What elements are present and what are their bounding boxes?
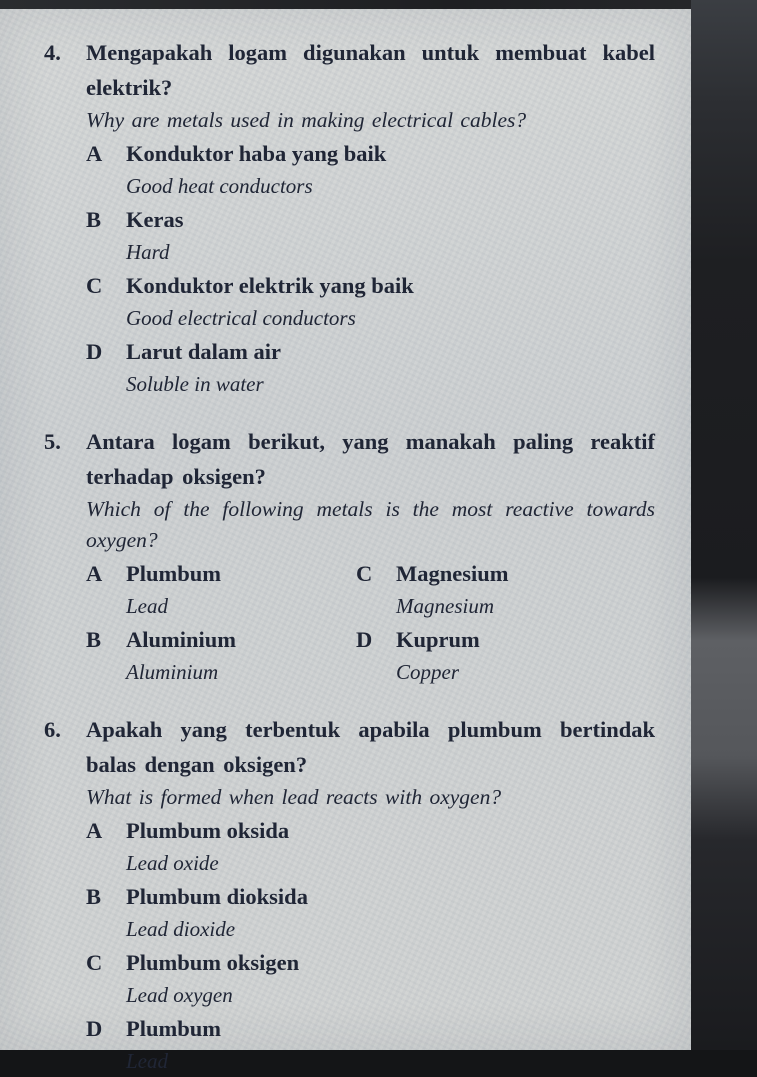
options-list — [86, 813, 655, 1077]
option-translation-english: Aluminium — [126, 660, 219, 684]
option-text-malay: Keras — [126, 207, 184, 232]
option-letter: A — [86, 141, 103, 166]
options-list — [86, 136, 655, 400]
option-letter: D — [86, 339, 103, 364]
option-letter: B — [86, 627, 102, 652]
option-c — [356, 556, 655, 622]
option-letter: A — [86, 818, 103, 843]
option-text-malay: Plumbum oksigen — [126, 950, 300, 975]
option-a — [86, 556, 356, 622]
option-a — [86, 136, 655, 202]
option-b — [86, 202, 655, 268]
question-text-wrap — [86, 424, 655, 556]
option-translation-english: Hard — [126, 240, 170, 264]
option-text-malay: Aluminium — [126, 627, 237, 652]
option-translation-english: Magnesium — [396, 594, 494, 618]
question-number: 4. — [44, 40, 61, 65]
question-translation-english: Why are metals used in making electrical cables? — [86, 108, 527, 132]
option-translation-english: Good electrical conductors — [126, 306, 356, 330]
option-letter: B — [86, 207, 102, 232]
question-6-head — [44, 712, 655, 813]
option-letter: C — [86, 273, 103, 298]
option-d — [86, 1011, 655, 1077]
option-translation-english: Lead dioxide — [126, 917, 236, 941]
option-translation-english: Copper — [396, 660, 459, 684]
option-letter: D — [356, 627, 373, 652]
question-text-malay: Antara logam berikut, yang manakah paling reaktif terhadap oksigen? — [86, 429, 655, 489]
option-letter: A — [86, 561, 103, 586]
question-5-block — [44, 424, 655, 688]
option-c — [86, 268, 655, 334]
question-6-block — [44, 712, 655, 1077]
option-translation-english: Good heat conductors — [126, 174, 313, 198]
options-two-column-grid — [86, 556, 655, 688]
question-text-wrap — [86, 35, 655, 136]
option-d — [356, 622, 655, 688]
option-text-malay: Larut dalam air — [126, 339, 281, 364]
option-translation-english: Soluble in water — [126, 372, 264, 396]
option-text-malay: Plumbum oksida — [126, 818, 290, 843]
question-number: 6. — [44, 717, 61, 742]
question-4-head — [44, 35, 655, 136]
question-text-malay: Apakah yang terbentuk apabila plumbum bertindak balas dengan oksigen? — [86, 717, 655, 777]
option-text-malay: Konduktor elektrik yang baik — [126, 273, 414, 298]
option-d — [86, 334, 655, 400]
option-translation-english: Lead — [126, 1049, 168, 1073]
question-number: 5. — [44, 429, 61, 454]
option-text-malay: Plumbum dioksida — [126, 884, 308, 909]
option-letter: C — [86, 950, 103, 975]
option-translation-english: Lead — [126, 594, 168, 618]
question-translation-english: What is formed when lead reacts with oxygen? — [86, 785, 502, 809]
option-a — [86, 813, 655, 879]
question-5-head — [44, 424, 655, 556]
option-text-malay: Kuprum — [396, 627, 480, 652]
option-text-malay: Plumbum — [126, 561, 222, 586]
option-letter: B — [86, 884, 102, 909]
question-text-wrap — [86, 712, 655, 813]
dark-right-border — [691, 0, 757, 1050]
question-text-malay: Mengapakah logam digunakan untuk membuat kabel elektrik? — [86, 40, 655, 100]
exam-paper — [0, 9, 691, 1073]
dark-top-border — [0, 0, 757, 9]
option-text-malay: Konduktor haba yang baik — [126, 141, 387, 166]
option-b — [86, 622, 356, 688]
option-translation-english: Lead oxide — [126, 851, 219, 875]
option-translation-english: Lead oxygen — [126, 983, 233, 1007]
option-c — [86, 945, 655, 1011]
option-letter: C — [356, 561, 373, 586]
option-text-malay: Plumbum — [126, 1016, 222, 1041]
question-4-block — [44, 35, 655, 400]
option-letter: D — [86, 1016, 103, 1041]
option-text-malay: Magnesium — [396, 561, 509, 586]
option-b — [86, 879, 655, 945]
question-translation-english: Which of the following metals is the most reactive towards oxygen? — [86, 497, 655, 552]
